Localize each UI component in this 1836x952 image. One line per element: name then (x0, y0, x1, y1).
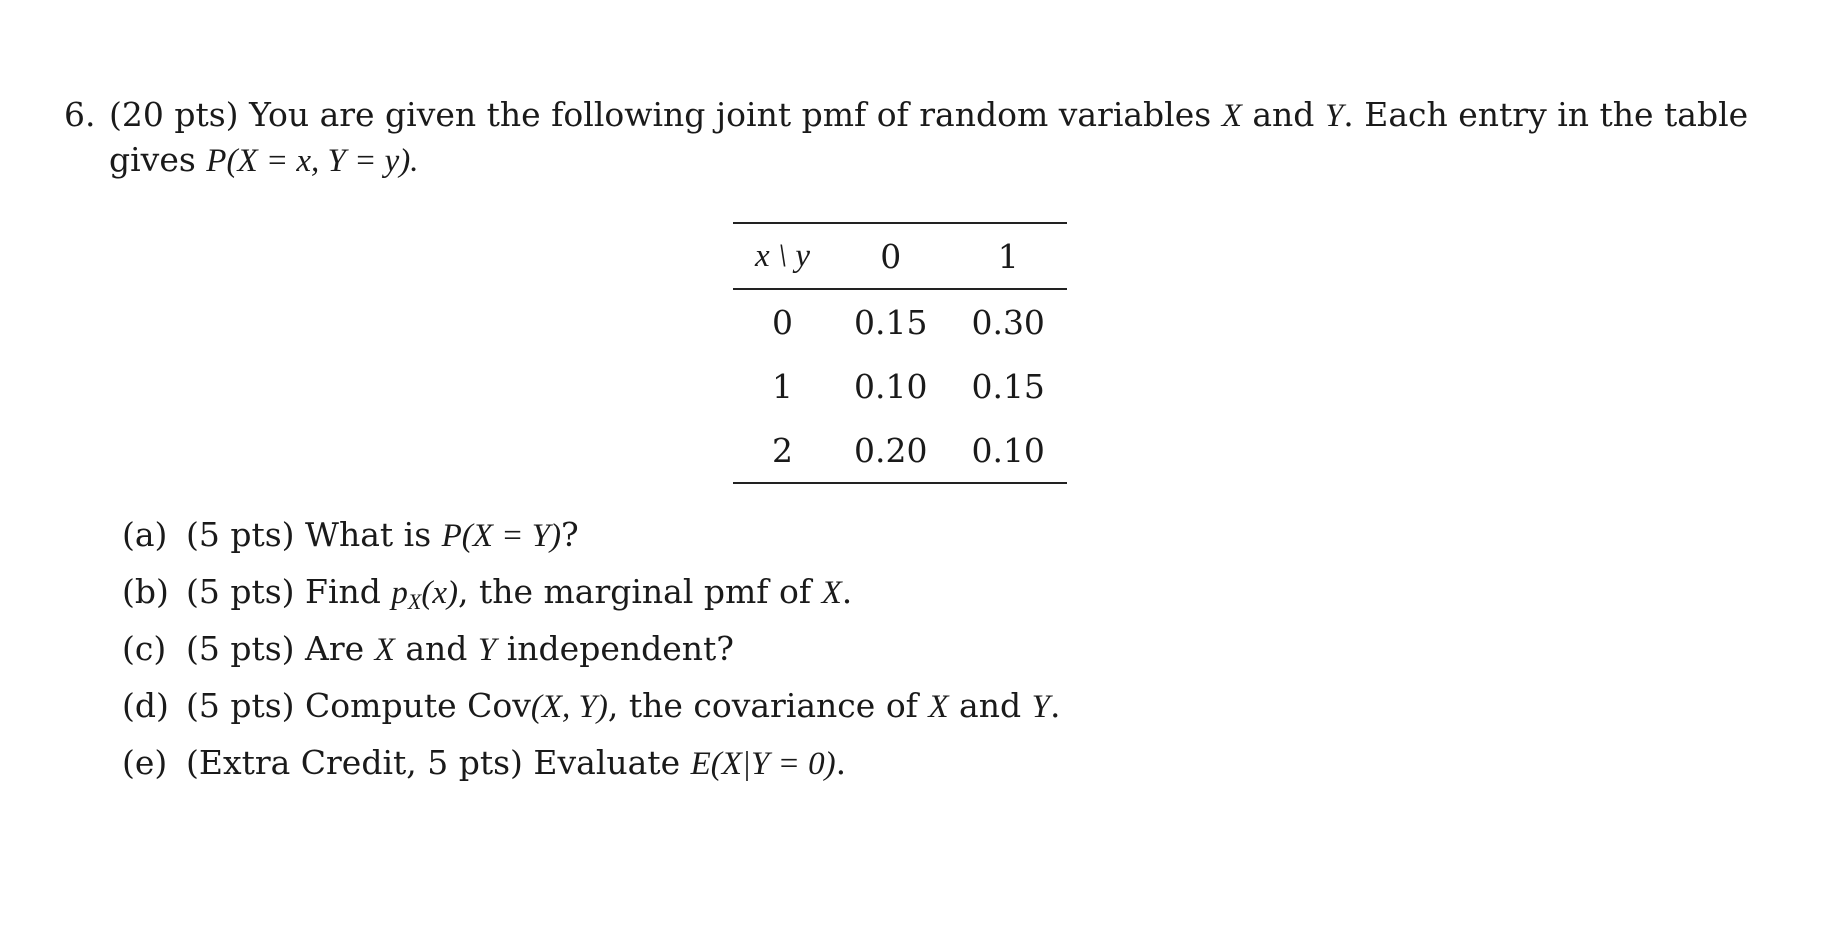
part-math: P(X = Y) (441, 518, 562, 554)
joint-pmf-table (733, 222, 1067, 484)
problem-line-1 (64, 93, 1784, 138)
table-col-header: 0 (880, 236, 902, 276)
part-math: X (928, 689, 949, 725)
problem-text-2: . Each entry in the table (1343, 95, 1749, 134)
part-text: and (948, 686, 1032, 725)
table-cell: 0.10 (971, 430, 1045, 470)
part-label: (d) (122, 686, 169, 725)
var-y: Y (1324, 98, 1344, 134)
part-text: , the marginal pmf of (457, 572, 822, 611)
problem-number: 6. (64, 95, 96, 134)
part-math: E(X|Y = 0) (690, 746, 836, 782)
part-label: (e) (122, 743, 168, 782)
part-math: (X, Y) (530, 689, 608, 725)
part-math: X (821, 575, 842, 611)
sub-question-b (122, 570, 1060, 627)
table-row (733, 354, 1067, 418)
table-cell: 0.15 (853, 302, 928, 342)
part-text: (Extra Credit, 5 pts) Evaluate (186, 743, 691, 782)
table-header-row (733, 223, 1067, 289)
part-math: X (374, 632, 395, 668)
table-col-header: 1 (997, 236, 1019, 276)
part-label: (a) (122, 515, 168, 554)
sub-questions-list (122, 513, 1060, 798)
part-text: (5 pts) Compute Cov (186, 686, 531, 725)
table-row (733, 418, 1067, 483)
var-x: X (1221, 98, 1242, 134)
part-label: (c) (122, 629, 167, 668)
problem-and: and (1252, 95, 1315, 134)
problem-text-3: gives (109, 140, 196, 179)
part-text: independent? (496, 629, 734, 668)
part-text: (5 pts) Find (186, 572, 392, 611)
sub-question-d (122, 684, 1060, 741)
table-row-header: 2 (771, 430, 793, 470)
table-cell: 0.30 (971, 302, 1045, 342)
part-text: . (1049, 686, 1061, 725)
table-corner-header: x \ y (755, 237, 810, 274)
problem-expression: P(X = x, Y = y). (206, 143, 419, 179)
part-label: (b) (122, 572, 169, 611)
part-math: (x) (421, 575, 458, 611)
problem-points: (20 pts) (109, 95, 239, 134)
part-text: ? (561, 515, 579, 554)
part-math-subscript: X (407, 589, 422, 614)
sub-question-e (122, 741, 1060, 798)
sub-question-c (122, 627, 1060, 684)
problem-statement (64, 93, 1784, 183)
part-math: p (391, 575, 408, 611)
table-row (733, 289, 1067, 354)
part-text: (5 pts) What is (186, 515, 442, 554)
sub-question-a (122, 513, 1060, 570)
part-text: . (841, 572, 853, 611)
problem-text-1: You are given the following joint pmf of random variables (249, 95, 1212, 134)
part-text: . (835, 743, 847, 782)
table-cell: 0.15 (971, 366, 1045, 406)
part-text: (5 pts) Are (186, 629, 375, 668)
part-text: , the covariance of (607, 686, 929, 725)
table-cell: 0.10 (853, 366, 928, 406)
part-text: and (394, 629, 478, 668)
part-math: Y (1031, 689, 1050, 725)
table-row-header: 1 (771, 366, 793, 406)
part-math: Y (477, 632, 497, 668)
table-cell: 0.20 (853, 430, 928, 470)
problem-line-2 (64, 138, 1784, 183)
table-row-header: 0 (771, 302, 793, 342)
